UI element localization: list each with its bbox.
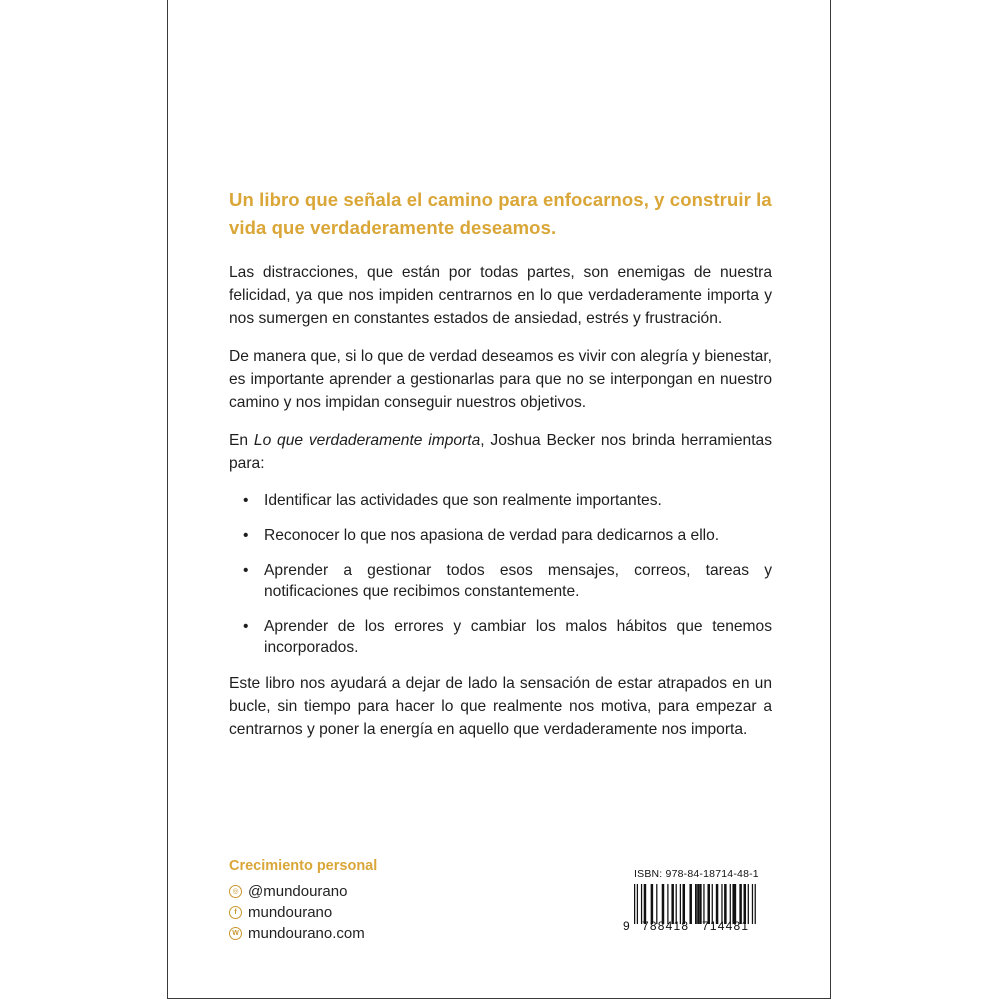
barcode-bar — [732, 884, 736, 924]
barcode-bar — [752, 884, 753, 924]
barcode — [620, 862, 772, 956]
barcode-bar — [721, 884, 722, 924]
back-cover-text — [229, 186, 772, 756]
barcode-bar — [696, 884, 697, 924]
list-item — [229, 560, 772, 602]
bullet-icon: • — [243, 527, 249, 544]
barcode-bar — [676, 884, 677, 924]
barcode-bar — [651, 884, 654, 924]
barcode-bar — [755, 884, 756, 924]
paragraph-1: Las distracciones, que están por todas partes, son enemigas de nuestra felicidad, ya que nos impiden centrarnos en lo que verdaderamente importa y nos sumergen en constantes estados de ansiedad, estrés y frustración. — [229, 264, 772, 327]
social-facebook[interactable] — [229, 902, 377, 923]
bullet-text: Aprender a gestionar todos esos mensajes, correos, tareas y notificaciones que recibimos constantemente. — [264, 562, 772, 600]
barcode-bar — [698, 884, 699, 924]
barcode-bar — [716, 884, 719, 924]
paragraph-3-prefix: En — [229, 432, 254, 449]
barcode-bar — [634, 884, 635, 924]
paragraph-4: Este libro nos ayudará a dejar de lado la sensación de estar atrapados en un bucle, sin tiempo para hacer lo que realmente nos motiva, para empezar a centrarnos y poner la energía en aquello que verdaderamente nos importa. — [229, 675, 772, 738]
barcode-bar — [667, 884, 668, 924]
barcode-bar — [695, 884, 696, 924]
barcode-bar — [699, 884, 702, 924]
publisher-info — [229, 858, 377, 944]
social-handle: @mundourano — [248, 883, 348, 900]
barcode-bar — [644, 884, 647, 924]
bullet-text: Aprender de los errores y cambiar los malos hábitos que tenemos incorporados. — [264, 618, 772, 656]
list-item — [229, 525, 772, 546]
bullet-list — [229, 490, 772, 658]
barcode-bar — [748, 884, 749, 924]
barcode-bar — [730, 884, 731, 924]
instagram-icon: ◎ — [229, 885, 242, 898]
barcode-bar — [703, 884, 704, 924]
barcode-first-digit: 9 — [623, 919, 630, 933]
barcode-bar — [641, 884, 642, 924]
bullet-icon: • — [243, 618, 249, 635]
barcode-left-digits: 788418 — [642, 919, 690, 933]
bullet-text: Reconocer lo que nos apasiona de verdad para dedicarnos a ello. — [264, 527, 720, 544]
isbn-label: ISBN: 978-84-18714-48-1 — [634, 868, 759, 880]
headline: Un libro que señala el camino para enfocarnos, y construir la vida que verdaderamente deseamos. — [229, 189, 772, 238]
barcode-bar — [739, 884, 742, 924]
barcode-bar — [712, 884, 713, 924]
bullet-text: Identificar las actividades que son realmente importantes. — [264, 492, 662, 509]
paragraph-3 — [229, 429, 772, 475]
barcode-bar — [707, 884, 710, 924]
barcode-bar — [662, 884, 665, 924]
website-url: mundourano.com — [248, 925, 365, 942]
social-handle: mundourano — [248, 904, 333, 921]
barcode-bar — [689, 884, 692, 924]
facebook-icon: f — [229, 906, 242, 919]
barcode-bar — [637, 884, 638, 924]
barcode-bar — [671, 884, 674, 924]
bullet-icon: • — [243, 562, 249, 579]
paragraph-3-suffix: , Joshua Becker nos brinda herramientas para: — [229, 432, 772, 472]
book-title-italic: Lo que verdaderamente importa — [253, 432, 481, 449]
barcode-bar — [680, 884, 681, 924]
barcode-bar — [656, 884, 657, 924]
web-icon: W — [229, 927, 242, 940]
barcode-bar — [683, 884, 686, 924]
social-instagram[interactable] — [229, 881, 377, 902]
paragraph-2: De manera que, si lo que de verdad deseamos es vivir con alegría y bienestar, es importante aprender a gestionarlas para que no se interpongan en nuestro camino y nos impidan conseguir nuestros objetivos. — [229, 348, 772, 411]
social-website[interactable] — [229, 923, 377, 944]
category-label: Crecimiento personal — [229, 858, 378, 874]
barcode-bar — [724, 884, 727, 924]
list-item — [229, 490, 772, 511]
list-item — [229, 616, 772, 658]
barcode-bar — [744, 884, 747, 924]
barcode-bars — [634, 884, 756, 924]
barcode-right-digits: 714481 — [702, 919, 750, 933]
bullet-icon: • — [243, 492, 249, 509]
